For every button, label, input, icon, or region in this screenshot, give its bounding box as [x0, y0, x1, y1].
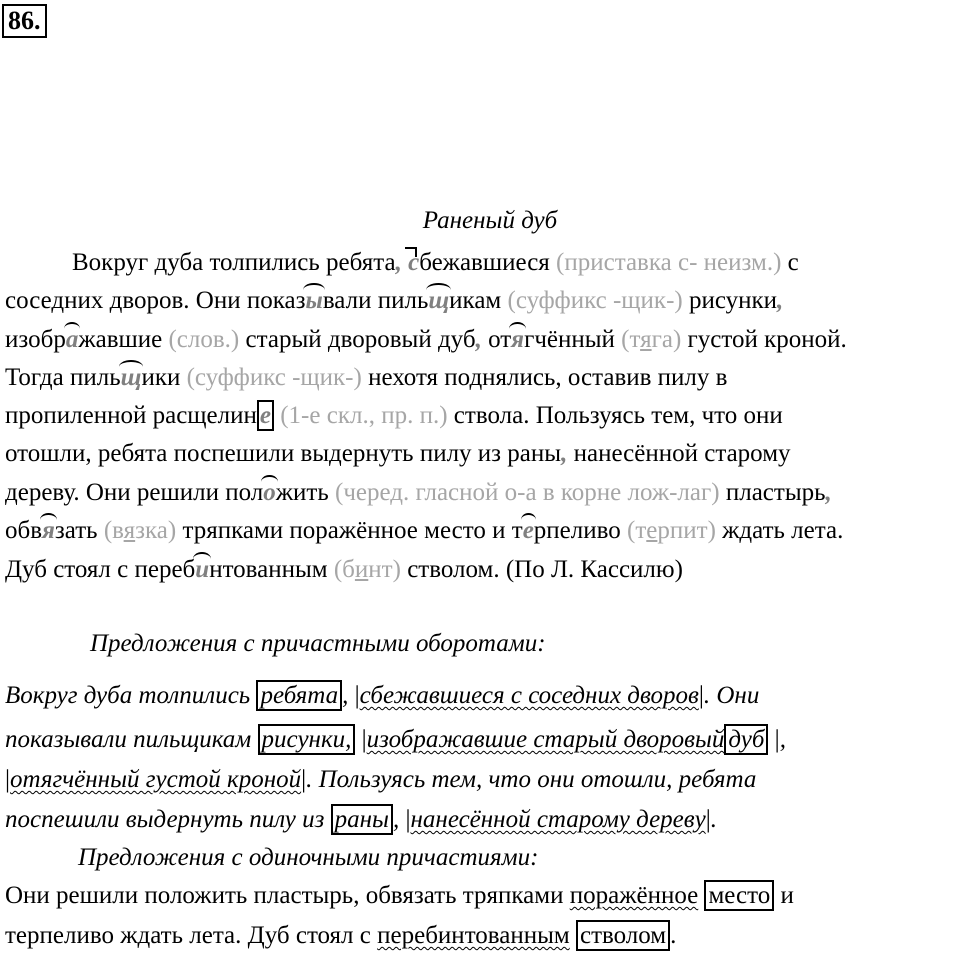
text-fragment: (суффикс -щик-) — [507, 287, 683, 314]
text-fragment: соседних дворов. Они показ — [5, 287, 306, 314]
text-fragment: (в — [103, 517, 124, 544]
spelling-letter: а — [66, 321, 79, 359]
text-fragment: я — [123, 517, 136, 544]
spelling-letter: я — [42, 512, 55, 550]
text-fragment: нанесённой старому дереву — [410, 806, 706, 833]
text-fragment: терпеливо ждать лета. Дуб стоял с — [5, 922, 378, 949]
prefix-mark — [405, 247, 417, 257]
spelling-letter: о — [263, 474, 276, 512]
text-fragment: икам — [449, 287, 508, 314]
section1-line — [5, 677, 759, 715]
text-line — [5, 397, 783, 435]
text-fragment: Дуб стоял с переб — [5, 556, 196, 583]
text-fragment: с — [408, 244, 419, 282]
text-fragment: , — [395, 249, 402, 276]
text-fragment: отошли, ребята поспешили выдернуть пилу из раны — [5, 440, 562, 467]
section1-line — [5, 721, 786, 759]
text-fragment: изобр — [5, 326, 66, 353]
text-line — [5, 474, 832, 512]
text-fragment: раны — [331, 804, 393, 835]
text-fragment: | — [361, 726, 367, 753]
text-fragment: , — [779, 726, 786, 753]
text-fragment: , — [825, 479, 832, 506]
text-line — [72, 244, 799, 282]
spelling-letter: е — [523, 512, 534, 550]
text-fragment: рпит) — [657, 517, 716, 544]
root-arc-mark — [426, 283, 451, 297]
text-fragment: густой кроной. — [681, 326, 847, 353]
text-fragment: ждать лета. — [715, 517, 844, 544]
text-fragment: место — [704, 880, 774, 911]
section2-line — [5, 917, 676, 955]
text-fragment: рисунки — [682, 287, 778, 314]
text-fragment: зка) — [135, 517, 177, 544]
text-fragment: перебинтованным — [377, 922, 570, 949]
root-arc-mark — [261, 475, 278, 489]
text-fragment: рисунки, — [258, 724, 356, 755]
heading-single-participles-text: Предложения с одиночными причастиями — [78, 844, 531, 871]
spelling-letter: я — [511, 321, 524, 359]
text-fragment: ребята — [256, 680, 342, 711]
text-fragment: пластырь — [719, 479, 826, 506]
text-fragment: гчённый — [524, 326, 622, 353]
text-line — [5, 512, 843, 550]
text-fragment: старый дворовый дуб — [239, 326, 476, 353]
text-line — [5, 321, 847, 359]
text-fragment: от — [481, 326, 512, 353]
text-fragment: вали пиль — [322, 287, 429, 314]
heading-single-participles — [78, 844, 538, 872]
text-fragment: жить — [275, 479, 336, 506]
text-line — [5, 435, 791, 473]
text-fragment: , — [342, 682, 355, 709]
text-title: Раненый дуб — [422, 207, 558, 234]
text-fragment: е — [646, 517, 658, 544]
text-fragment: поспешили выдернуть пилу из — [5, 806, 331, 833]
exercise-number: 86. — [2, 4, 47, 38]
text-fragment: , — [777, 287, 784, 314]
spelling-letter: щ — [121, 359, 142, 397]
text-fragment: (1-е скл., пр. п.) — [280, 402, 448, 429]
text-fragment: Вокруг дуба толпились ребята — [72, 249, 396, 276]
text-fragment: стволом. (По Л. Кассилю) — [400, 556, 683, 583]
text-fragment: . Пользуясь тем, что они отошли, ребята — [306, 766, 757, 793]
root-arc-mark — [193, 552, 211, 566]
text-fragment: показывали пильщикам — [5, 726, 258, 753]
text-fragment: | — [5, 766, 11, 793]
text-fragment: с — [781, 249, 799, 276]
spelling-letter: ы — [305, 282, 322, 320]
text-fragment: (слов.) — [168, 326, 240, 353]
text-fragment: поражённое — [569, 882, 699, 909]
section1-line — [5, 761, 756, 799]
text-fragment: стволом — [576, 920, 670, 951]
root-arc-mark — [119, 360, 144, 374]
text-fragment: сбежавшиеся с соседних дворов — [359, 682, 699, 709]
text-line — [5, 551, 683, 589]
text-fragment: зать — [54, 517, 104, 544]
text-fragment: нтованным — [209, 556, 334, 583]
text-fragment: ики — [141, 364, 187, 391]
heading-participial-phrases: Предложения с причастными оборотами: — [90, 630, 546, 657]
text-fragment: тряпками поражённое место и т — [176, 517, 523, 544]
text-fragment: рпеливо — [533, 517, 628, 544]
text-fragment: | — [354, 682, 360, 709]
spelling-letter: щ — [428, 282, 449, 320]
text-fragment: | — [405, 806, 411, 833]
text-fragment: ствола. Пользуясь тем, что они — [447, 402, 783, 429]
text-fragment: (суффикс -щик-) — [186, 364, 362, 391]
text-fragment: , — [475, 326, 482, 353]
text-fragment: и — [354, 556, 369, 583]
text-line — [5, 359, 727, 397]
text-fragment: (черед. гласной о-а в корне лож-лаг) — [335, 479, 720, 506]
root-arc-mark — [521, 513, 536, 527]
section2-line — [5, 877, 794, 915]
text-fragment: и — [774, 882, 794, 909]
text-fragment: пропиленной расщелин — [5, 402, 257, 429]
text-fragment: Вокруг дуба толпились — [5, 682, 257, 709]
text-fragment: (б — [333, 556, 355, 583]
text-line — [5, 282, 783, 320]
text-fragment: (т — [627, 517, 647, 544]
text-fragment: | — [768, 726, 780, 753]
text-fragment: Они решили положить пластырь, обвязать тряпками — [5, 882, 570, 909]
root-arc-mark — [64, 322, 81, 336]
spelling-letter: и — [195, 551, 209, 589]
text-fragment: | — [301, 766, 307, 793]
text-fragment: | — [705, 806, 711, 833]
text-fragment: жавшие — [78, 326, 169, 353]
text-fragment: Тогда пиль — [5, 364, 121, 391]
section1-line — [5, 801, 717, 839]
text-fragment: . — [710, 806, 717, 833]
root-arc-mark — [40, 513, 57, 527]
text-fragment: (т — [621, 326, 641, 353]
text-fragment: . Они — [703, 682, 760, 709]
text-fragment: (приставка с- неизм.) — [556, 249, 782, 276]
root-arc-mark — [303, 283, 324, 297]
root-arc-mark — [509, 322, 526, 336]
text-fragment: га) — [651, 326, 682, 353]
text-fragment: дереву. Они решили пол — [5, 479, 264, 506]
text-fragment: я — [640, 326, 652, 353]
heading-colon: : — [530, 844, 539, 871]
text-fragment: нанесённой старому — [567, 440, 791, 467]
text-fragment: нехотя поднялись, оставив пилу в — [361, 364, 728, 391]
text-fragment: бежавшиеся — [419, 249, 557, 276]
text-fragment: , — [393, 806, 406, 833]
text-fragment: | — [698, 682, 704, 709]
text-fragment: изображавшие старый дворовый — [366, 726, 725, 753]
text-fragment: нт) — [368, 556, 401, 583]
text-fragment: отягчённый густой кроной — [10, 766, 302, 793]
ending-letter: е — [257, 400, 274, 431]
text-fragment: дуб — [724, 724, 768, 755]
text-fragment: обв — [5, 517, 43, 544]
text-fragment: , — [561, 440, 568, 467]
text-fragment: . — [670, 922, 677, 949]
